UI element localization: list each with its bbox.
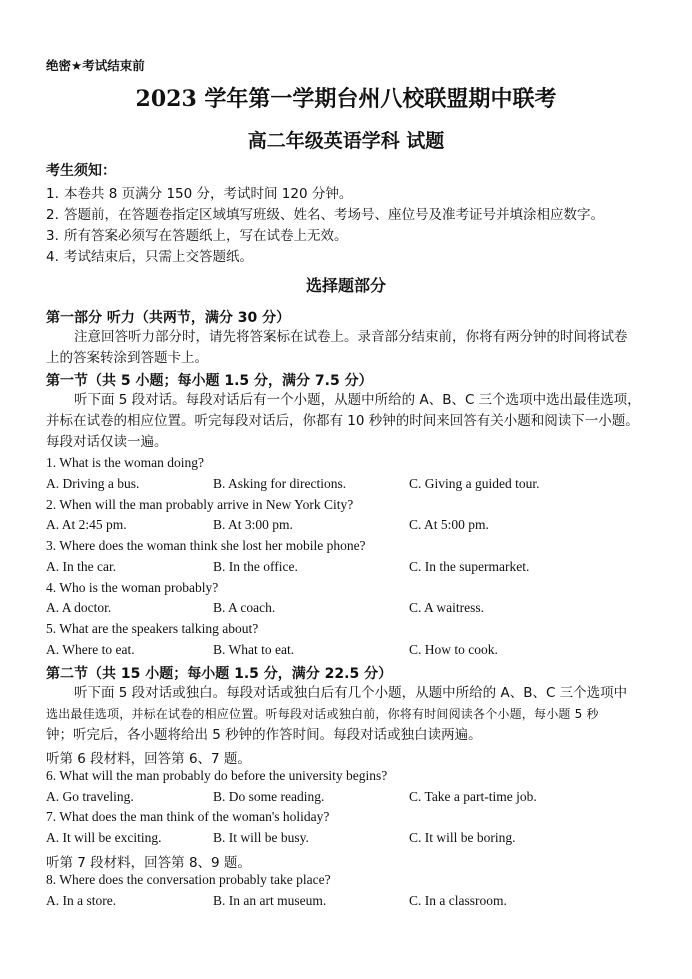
notice-text: 考试结束后，只需上交答题纸。 (64, 249, 253, 265)
notice-heading: 考生须知： (46, 163, 116, 179)
option-b: B. It will be busy. (213, 830, 309, 845)
question-text: 4. Who is the woman probably? (46, 580, 219, 595)
question-text: 2. When will the man probably arrive in New York City? (46, 497, 354, 512)
part1-instructions (46, 327, 650, 369)
option-c: C. How to cook. (409, 642, 498, 657)
option-a: A. In the car. (46, 559, 117, 574)
question-text: 3. Where does the woman think she lost her mobile phone? (46, 538, 366, 553)
material-note: 听第 7 段材料，回答第 8、9 题。 (46, 855, 251, 871)
question-text: 1. What is the woman doing? (46, 455, 204, 470)
option-c: C. Take a part-time job. (409, 789, 537, 804)
notice-item (46, 224, 348, 244)
option-c: C. A waitress. (409, 600, 485, 615)
question-text: 8. Where does the conversation probably take place? (46, 872, 331, 887)
option-c: C. It will be boring. (409, 830, 516, 845)
option-c: C. Giving a guided tour. (409, 476, 540, 491)
option-a: A. Where to eat. (46, 642, 135, 657)
notice-number: 1. (46, 186, 59, 202)
option-b: B. In the office. (213, 559, 298, 574)
option-a: A. Driving a bus. (46, 476, 140, 491)
instruction-line: 上的答案转涂到答题卡上。 (46, 350, 208, 366)
notice-text: 所有答案必须写在答题纸上，写在试卷上无效。 (64, 228, 348, 244)
instruction-line: 钟；听完后，各小题将给出 5 秒钟的作答时间。每段对话或独白读两遍。 (46, 727, 482, 743)
notice-item (46, 203, 604, 223)
instruction-line: 选出最佳选项，并标在试卷的相应位置。听每段对话或独白前，你将有时间阅读各个小题，每小题 5 秒 (46, 707, 599, 721)
instruction-line: 注意回答听力部分时，请先将答案标在试卷上。录音部分结束前，你将有两分钟的时间将试卷 (74, 329, 628, 345)
part1-heading: 第一部分 听力（共两节，满分 30 分） (46, 310, 291, 326)
option-a: A. At 2:45 pm. (46, 517, 127, 532)
notice-item (46, 245, 253, 265)
material-note: 听第 6 段材料，回答第 6、7 题。 (46, 751, 251, 767)
option-b: B. Do some reading. (213, 789, 325, 804)
question-text: 5. What are the speakers talking about? (46, 621, 259, 636)
notice-text: 本卷共 8 页满分 150 分，考试时间 120 分钟。 (64, 186, 353, 202)
option-b: B. Asking for directions. (213, 476, 347, 491)
notice-text: 答题前，在答题卷指定区域填写班级、姓名、考场号、座位号及准考证号并填涂相应数字。 (64, 207, 604, 223)
instruction-line: 听下面 5 段对话。每段对话后有一个小题，从题中所给的 A、B、C 三个选项中选出最佳选项， (74, 392, 641, 408)
section2-heading: 第二节（共 15 小题；每小题 1.5 分，满分 22.5 分） (46, 666, 393, 682)
instruction-line: 听下面 5 段对话或独白。每段对话或独白后有几个小题，从题中所给的 A、B、C 三个选项中 (74, 685, 628, 701)
option-b: B. In an art museum. (213, 893, 327, 908)
exam-subtitle: 高二年级英语学科 试题 (247, 130, 445, 152)
section2-instructions (46, 683, 650, 746)
section-title: 选择题部分 (305, 276, 386, 295)
option-a: A. It will be exciting. (46, 830, 162, 845)
option-a: A. In a store. (46, 893, 117, 908)
option-c: C. In the supermarket. (409, 559, 530, 574)
option-a: A. Go traveling. (46, 789, 134, 804)
exam-title: 2023 学年第一学期台州八校联盟期中联考 (135, 86, 557, 112)
notice-item (46, 182, 352, 202)
option-b: B. A coach. (213, 600, 276, 615)
option-c: C. At 5:00 pm. (409, 517, 489, 532)
option-b: B. At 3:00 pm. (213, 517, 293, 532)
notice-number: 3. (46, 228, 59, 244)
option-c: C. In a classroom. (409, 893, 507, 908)
question-text: 7. What does the man think of the woman's holiday? (46, 809, 330, 824)
notice-number: 4. (46, 249, 59, 265)
instruction-line: 并标在试卷的相应位置。听完每段对话后，你都有 10 秒钟的时间来回答有关小题和阅读下一小题。 (46, 413, 639, 429)
instruction-line: 每段对话仅读一遍。 (46, 434, 168, 450)
confidential-mark: 绝密★考试结束前 (46, 58, 145, 73)
section1-instructions (46, 390, 650, 453)
option-b: B. What to eat. (213, 642, 295, 657)
option-a: A. A doctor. (46, 600, 112, 615)
section1-heading: 第一节（共 5 小题；每小题 1.5 分，满分 7.5 分） (46, 373, 373, 389)
notice-number: 2. (46, 207, 59, 223)
question-text: 6. What will the man probably do before the university begins? (46, 768, 388, 783)
